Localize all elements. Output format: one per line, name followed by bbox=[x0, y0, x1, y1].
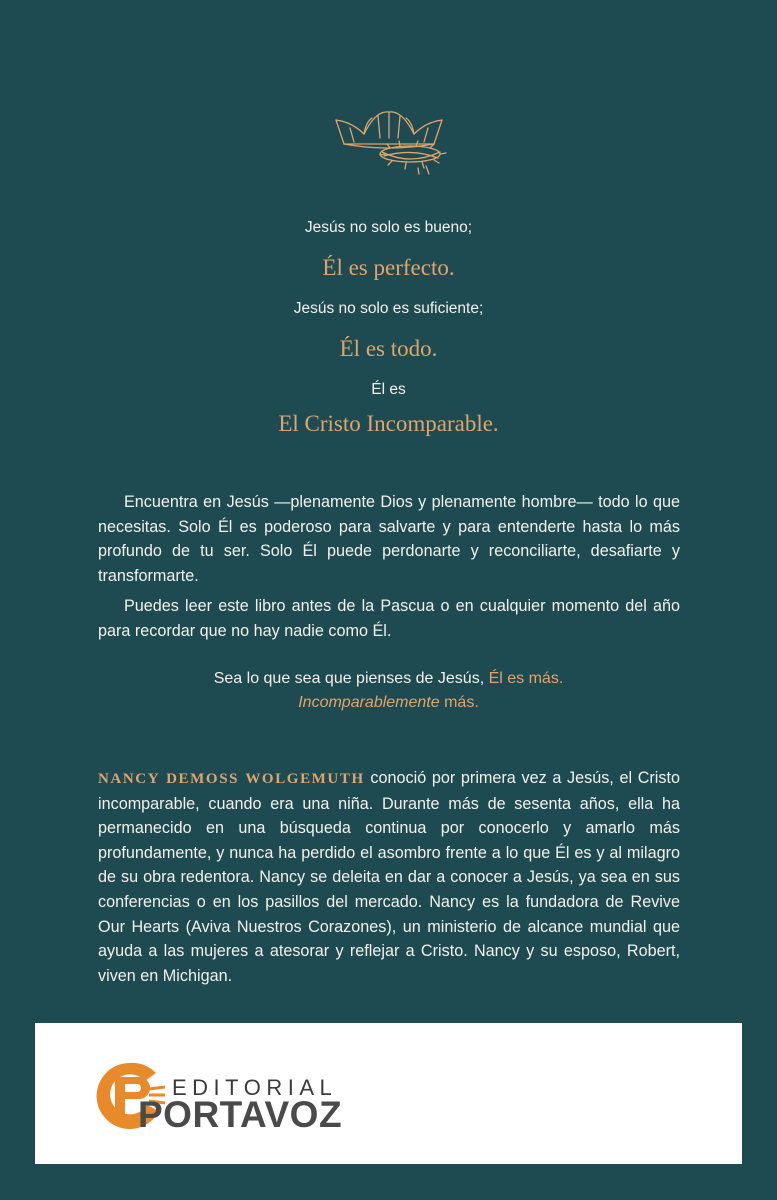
tagline-line-5: Él es bbox=[371, 381, 406, 398]
author-bio bbox=[98, 766, 680, 988]
publisher-line-1: EDITORIAL bbox=[172, 1075, 338, 1100]
closing-tail: más. bbox=[439, 694, 479, 711]
publisher-line-2: PORTAVOZ bbox=[138, 1094, 343, 1135]
tagline-line-6: El Cristo Incomparable. bbox=[278, 411, 499, 436]
closing-line-2 bbox=[0, 691, 777, 715]
tagline-line-2: Él es perfecto. bbox=[322, 255, 455, 280]
description-paragraph-1: Encuentra en Jesús —plenamente Dios y plenamente hombre— todo lo que necesitas. Solo Él es poderoso para salvarte y para entenderte hasta lo más profundo de tu ser. Solo Él puede perdonarte y reconciliarte, desafiarte y transformarte. bbox=[98, 493, 680, 585]
author-bio-text: conoció por primera vez a Jesús, el Cristo incomparable, cuando era una niña. Durante más de sesenta años, ella ha permanecido en una búsqueda continua por conocerlo y amarlo más profundamente, y nunca ha perdido el asombro frente a lo que Él es y al milagro de su obra redentora. Nancy se deleita en dar a conocer a Jesús, ya sea en sus conferencias o en los pasillos del mercado. Nancy es la fundadora de Revive Our Hearts (Aviva Nuestros Corazones), un ministerio de alcance mundial que ayuda a las mujeres a atesorar y reflejar a Cristo. Nancy y su esposo, Robert, viven en Michigan. bbox=[98, 769, 680, 985]
publisher-panel bbox=[35, 1023, 742, 1164]
closing-line-1 bbox=[0, 667, 777, 691]
author-name: NANCY DEMOSS WOLGEMUTH bbox=[98, 771, 365, 787]
tagline-line-3: Jesús no solo es suficiente; bbox=[293, 300, 484, 317]
closing-italic: Incomparablemente bbox=[298, 694, 440, 711]
crown-of-thorns-icon bbox=[330, 108, 448, 182]
closing-lead: Sea lo que sea que pienses de Jesús, bbox=[213, 670, 489, 687]
closing-accent: Él es más. bbox=[488, 670, 564, 687]
tagline-line-4: Él es todo. bbox=[339, 336, 438, 361]
description-paragraph-2: Puedes leer este libro antes de la Pascua o en cualquier momento del año para recordar que no hay nadie como Él. bbox=[98, 597, 680, 640]
tagline-line-1: Jesús no solo es bueno; bbox=[304, 219, 473, 236]
